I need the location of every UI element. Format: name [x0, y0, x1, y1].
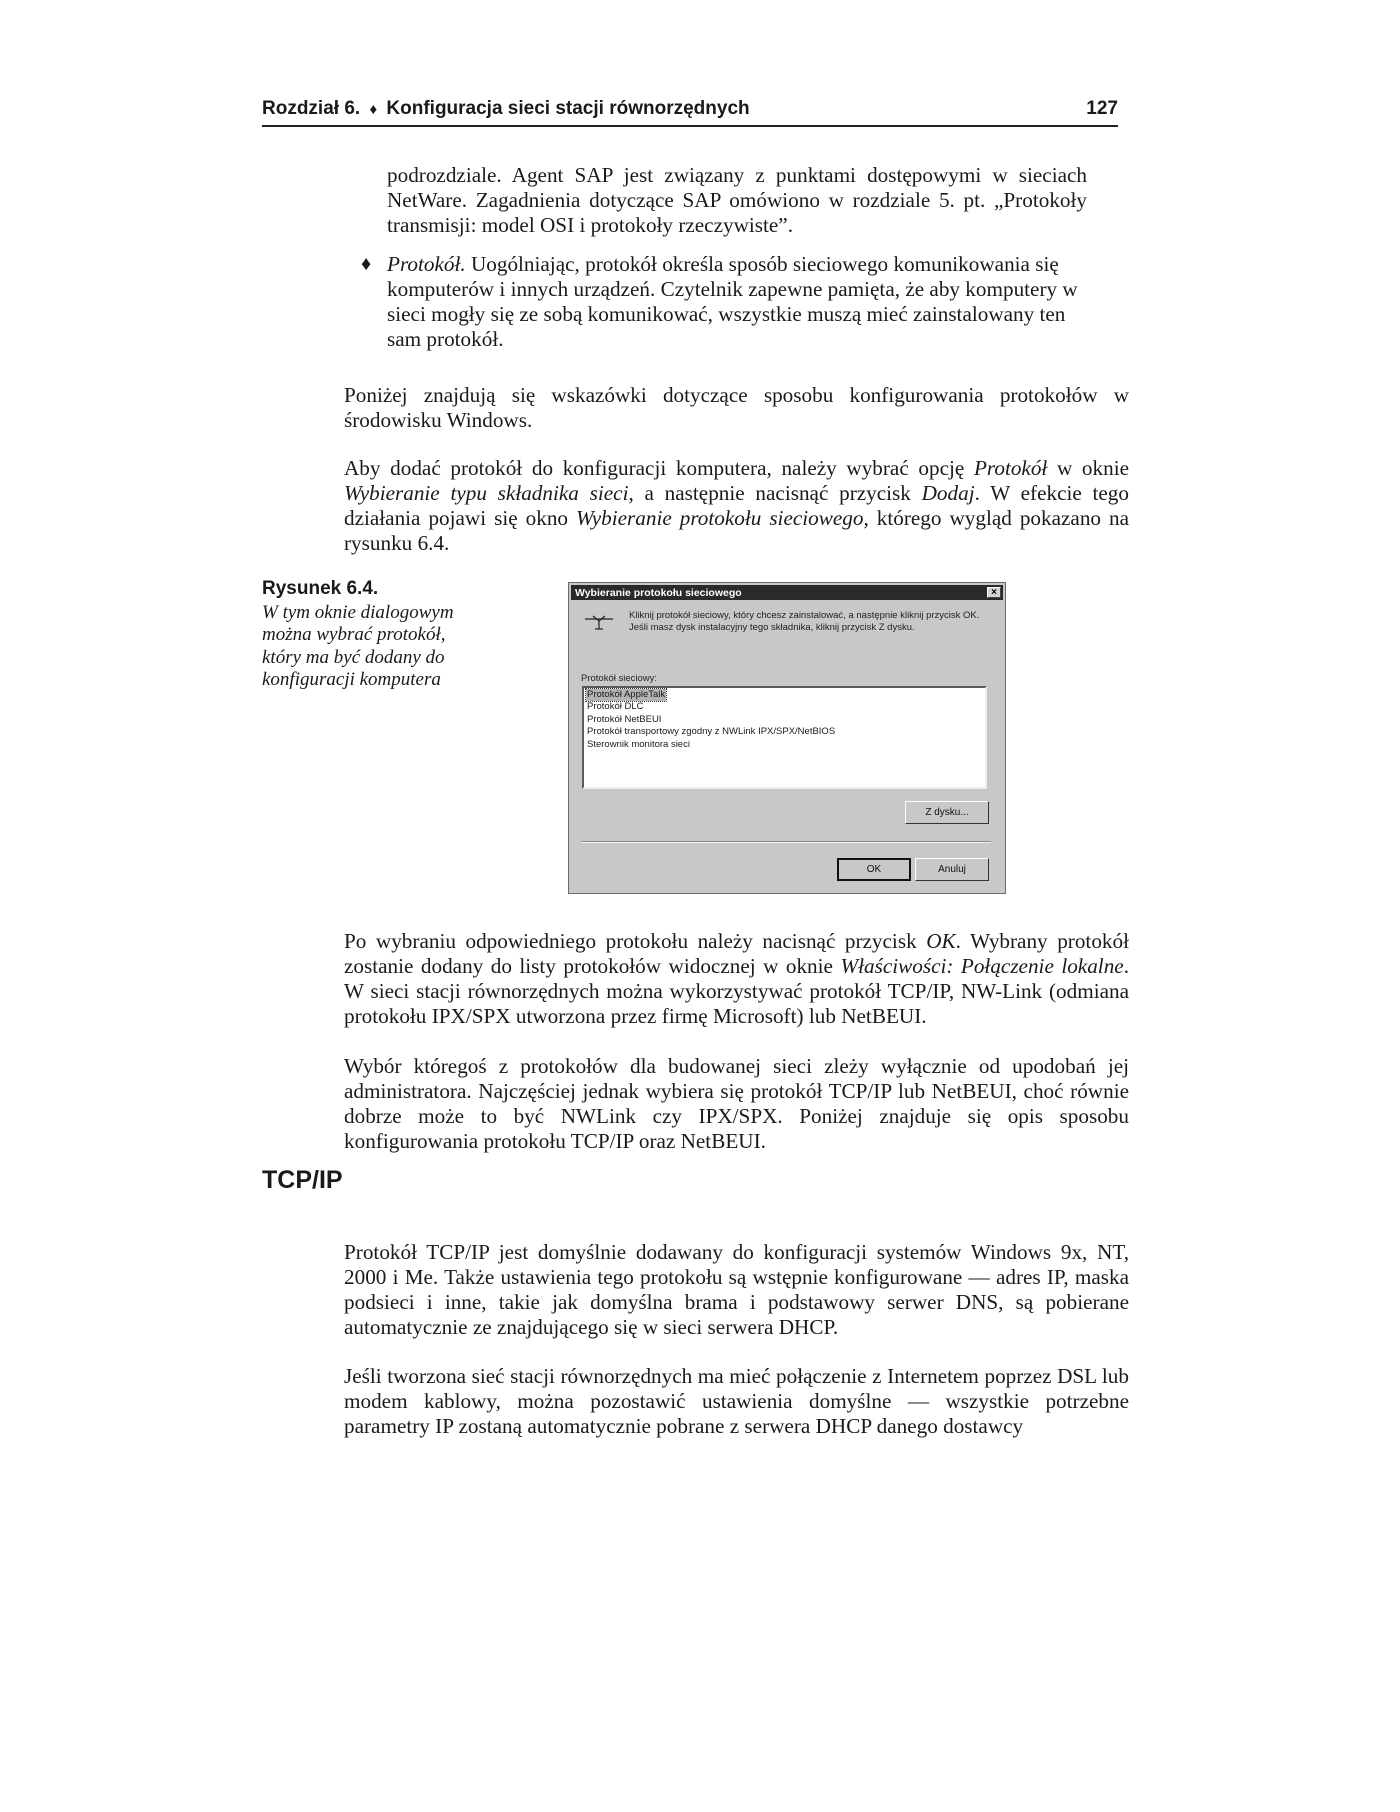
dialog-title: Wybieranie protokołu sieciowego	[575, 586, 742, 599]
list-item-row[interactable]	[586, 689, 983, 701]
italic-run: Dodaj	[921, 481, 975, 505]
text-run: , którego wygląd pokazano na rysunku 6.4.	[344, 506, 1130, 555]
figure-caption-text: W tym oknie dialogowym można wybrać protokół, który ma być dodany do konfiguracji komputera	[262, 601, 454, 690]
list-item[interactable]: Sterownik monitora sieci	[587, 738, 690, 750]
figure-caption	[262, 578, 462, 692]
dialog-titlebar[interactable]	[571, 585, 1003, 600]
running-header	[262, 98, 1118, 127]
diamond-bullet-icon: ♦	[361, 253, 372, 275]
text-run: w oknie	[1047, 456, 1129, 480]
chapter-title: Konfiguracja sieci stacji równorzędnych	[386, 98, 750, 119]
italic-run: OK	[926, 929, 956, 953]
list-item[interactable]: Protokół transportowy zgodny z NWLink IPX/SPX/NetBIOS	[587, 726, 836, 738]
dialog-instruction: Kliknij protokół sieciowy, który chcesz zainstalować, a następnie kliknij przycisk OK. Jeśli masz dysk instalacyjny tego składnika, kliknij przycisk Z dysku.	[629, 610, 980, 633]
paragraph-tcpip-internet: Jeśli tworzona sieć stacji równorzędnych ma mieć połączenie z Internetem poprzez DSL lub modem kablowy, można pozostawić ustawienia domyślne — wszystkie potrzebne parametry IP zostaną automatycznie pobrane z serwera DHCP danego dostawcy	[344, 1364, 1129, 1438]
bullet-paragraph	[387, 252, 1093, 352]
paragraph-tcpip-default: Protokół TCP/IP jest domyślnie dodawany do konfiguracji systemów Windows 9x, NT, 2000 i Me. Także ustawienia tego protokołu są wstępnie konfigurowane — adres IP, maska podsieci i inne, takie jak domyślna brama i podstawowy serwer DNS, są pobierane automatycznie ze znajdującego się w sieci serwera DHCP.	[344, 1240, 1129, 1339]
protocol-listbox[interactable]	[582, 686, 987, 789]
text-run: Aby dodać protokół do konfiguracji komputera, należy wybrać opcję	[344, 456, 974, 480]
diamond-separator-icon: ♦	[369, 101, 378, 118]
bullet-text: Uogólniając, protokół określa sposób sieciowego komunikowania się komputerów i innych urządzeń. Czytelnik zapewne pamięta, że aby komputery w sieci mogły się ze sobą komunikować, wszystkie muszą mieć zainstalowany ten sam protokół.	[387, 252, 1078, 351]
list-item[interactable]: Protokół NetBEUI	[587, 713, 662, 725]
text-run: , a następnie nacisnąć przycisk	[628, 481, 922, 505]
dialog-divider	[581, 841, 991, 843]
list-item[interactable]: Protokół DLC	[587, 701, 644, 713]
close-button[interactable]: ×	[987, 587, 1001, 598]
from-disk-button[interactable]: Z dysku...	[905, 801, 989, 824]
chapter-label: Rozdział 6.	[262, 98, 361, 119]
paragraph-after-selection	[344, 929, 1129, 1029]
protocol-list-label: Protokół sieciowy:	[581, 673, 658, 684]
text-run: . W sieci stacji równorzędnych można wykorzystywać protokół TCP/IP, NW-Link (odmiana protokołu IPX/SPX utworzona przez firmę Microsoft) lub NetBEUI.	[344, 954, 1129, 1028]
figure-number: Rysunek 6.4.	[262, 578, 379, 599]
italic-run: Wybieranie typu składnika sieci	[344, 481, 629, 505]
network-protocol-icon	[583, 613, 615, 633]
ok-button[interactable]: OK	[837, 858, 911, 881]
paragraph-sap: podrozdziale. Agent SAP jest związany z punktami dostępowymi w sieciach NetWare. Zagadnienia dotyczące SAP omówiono w rozdziale 5. pt. „Protokoły transmisji: model OSI i protokoły rzeczywiste”.	[387, 163, 1087, 237]
list-item[interactable]: Protokół AppleTalk	[587, 689, 666, 700]
italic-run: Wybieranie protokołu sieciowego	[576, 506, 864, 530]
bullet-term: Protokół.	[387, 252, 466, 276]
paragraph-add-protocol	[344, 456, 1129, 556]
paragraph-intro: Poniżej znajdują się wskazówki dotyczące sposobu konfigurowania protokołów w środowisku Windows.	[344, 383, 1129, 432]
text-run: Po wybraniu odpowiedniego protokołu należy nacisnąć przycisk	[344, 929, 927, 953]
text-run: . Wybrany protokół zostanie dodany do listy protokołów widocznej w oknie	[344, 929, 1129, 978]
italic-run: Właściwości: Połączenie lokalne	[840, 954, 1124, 978]
text-run: . W efekcie tego działania pojawi się okno	[344, 481, 1129, 530]
bullet-item-protocol	[361, 252, 1093, 352]
select-network-protocol-dialog	[568, 582, 1006, 894]
header-chapter-title	[262, 98, 750, 120]
page-number: 127	[1086, 98, 1118, 119]
cancel-button[interactable]: Anuluj	[915, 858, 989, 881]
paragraph-protocol-choice: Wybór któregoś z protokołów dla budowanej sieci zleży wyłącznie od upodobań jej administratora. Najczęściej jednak wybiera się protokół TCP/IP lub NetBEUI, choć równie dobrze może to być NWLink czy IPX/SPX. Poniżej znajduje się opis sposobu konfigurowania protokołu TCP/IP oraz NetBEUI.	[344, 1054, 1129, 1153]
italic-run: Protokół	[973, 456, 1048, 480]
section-heading-tcpip: TCP/IP	[262, 1166, 343, 1194]
